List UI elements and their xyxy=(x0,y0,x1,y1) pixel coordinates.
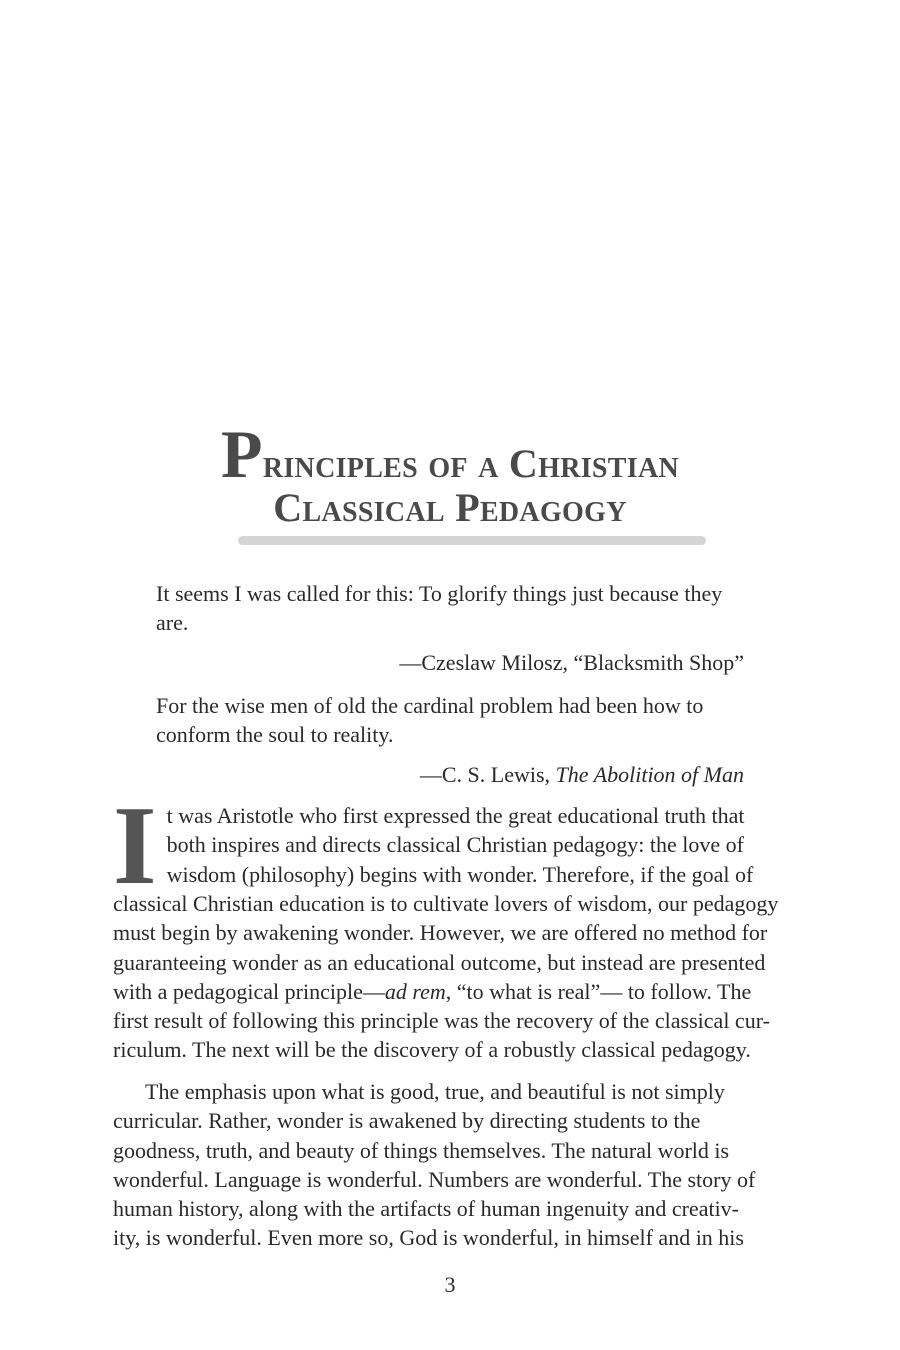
body-line: goodness, truth, and beauty of things themselves. The natural world is xyxy=(113,1137,730,1163)
attribution-work: The Abolition of Man xyxy=(555,762,744,787)
epigraph-2-quote xyxy=(156,691,746,749)
attribution-work: “Blacksmith Shop” xyxy=(573,650,744,675)
attribution-author: —Czeslaw Milosz, xyxy=(399,650,574,675)
epigraph-line: conform the soul to reality. xyxy=(156,722,394,747)
latin-phrase: ad rem xyxy=(384,978,446,1004)
body-line: must begin by awakening wonder. However, we are offered no method for xyxy=(113,920,768,946)
body-line: guaranteeing wonder as an educational outcome, but instead are presented xyxy=(113,949,766,975)
body-line: first result of following this principle was the recovery of the classical cur- xyxy=(113,1008,770,1034)
body-text-run: , “to what is real”— to follow. The xyxy=(445,978,752,1004)
body-line: both inspires and directs classical Christian pedagogy: the love of xyxy=(166,832,744,858)
body-line: t was Aristotle who first expressed the great educational truth that xyxy=(166,803,745,828)
title-underline-decoration xyxy=(238,536,706,545)
epigraph-line: It seems I was called for this: To glorify things just because they xyxy=(156,581,723,606)
epigraph-line: are. xyxy=(156,610,189,635)
epigraph-1-attribution xyxy=(399,648,744,677)
body-line: wonderful. Language is wonderful. Numbers are wonderful. The story of xyxy=(113,1166,756,1192)
body-paragraph-2 xyxy=(113,1077,787,1253)
epigraph-line: For the wise men of old the cardinal problem had been how to xyxy=(156,693,704,718)
chapter-title xyxy=(0,416,900,530)
body-line: curricular. Rather, wonder is awakened by directing students to the xyxy=(113,1108,701,1134)
body-paragraph-1 xyxy=(113,784,787,1065)
title-initial: P xyxy=(221,416,263,492)
attribution-author: —C. S. Lewis, xyxy=(419,762,556,787)
body-line xyxy=(113,977,787,1006)
body-text-run: with a pedagogical principle— xyxy=(113,978,385,1004)
body-line: The emphasis upon what is good, true, and beautiful is not simply xyxy=(145,1079,725,1104)
epigraph-1-quote xyxy=(156,579,746,637)
chapter-title-line-2: Classical Pedagogy xyxy=(273,485,627,530)
body-line: human history, along with the artifacts of human ingenuity and creativ- xyxy=(113,1196,740,1222)
body-line: riculum. The next will be the discovery of a robustly classical pedagogy. xyxy=(113,1037,751,1063)
chapter-title-line-1 xyxy=(0,416,900,492)
body-line: classical Christian education is to cultivate lovers of wisdom, our pedagogy xyxy=(113,891,779,916)
body-line: wisdom (philosophy) begins with wonder. Therefore, if the goal of xyxy=(166,861,754,887)
title-line1-rest: rinciples of a Christian xyxy=(262,441,679,486)
page-number: 3 xyxy=(444,1272,456,1297)
body-line: ity, is wonderful. Even more so, God is wonderful, in himself and in his xyxy=(113,1225,744,1251)
drop-cap: I xyxy=(113,784,157,908)
epigraph-2-attribution xyxy=(420,760,744,789)
